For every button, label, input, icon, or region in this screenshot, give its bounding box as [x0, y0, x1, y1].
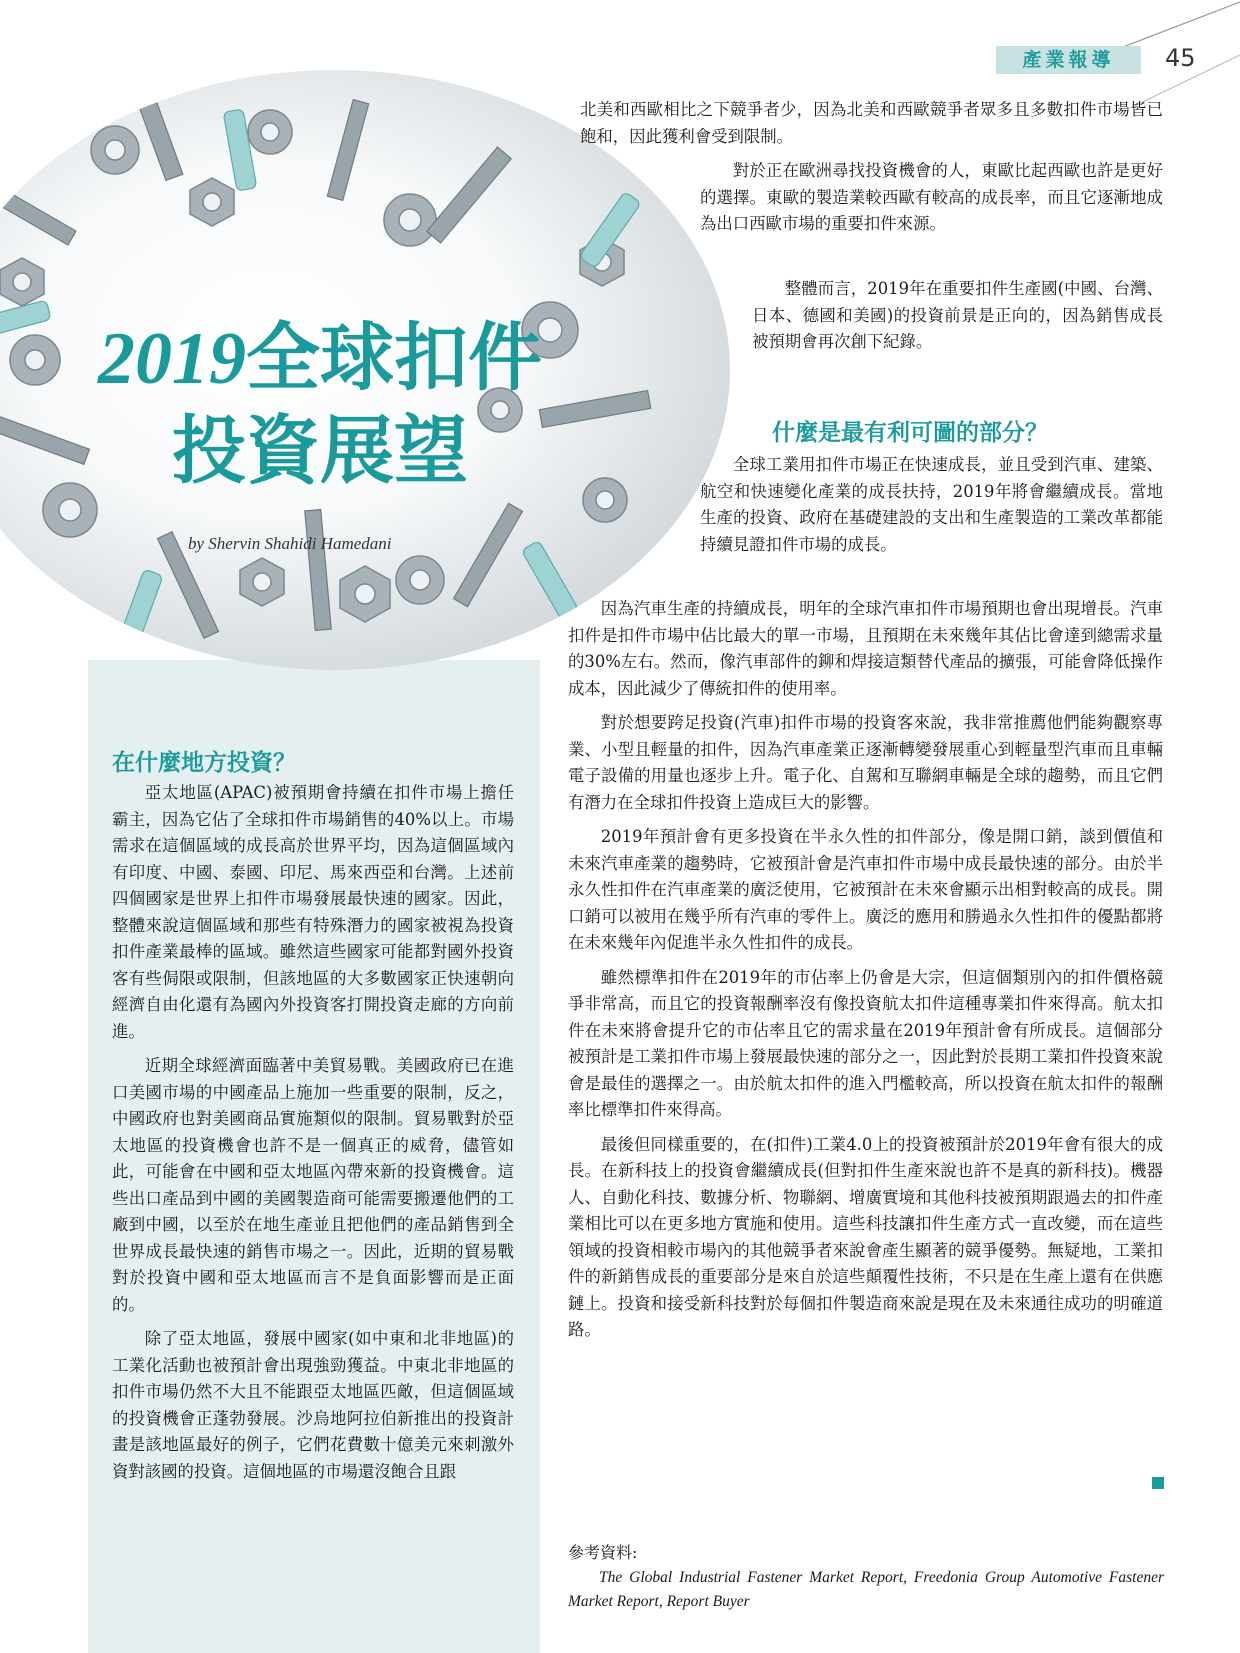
- title-line-2: 投資展望: [172, 408, 468, 494]
- section-tag: 產業報導: [996, 46, 1141, 74]
- heading-where: 在什麼地方投資？: [112, 749, 296, 776]
- right-paragraph-2: 對於正在歐洲尋找投資機會的人，東歐比起西歐也許是更好的選擇。東歐的製造業較西歐有較高的成長率，而且它逐漸地成為出口西歐市場的重要扣件來源。: [700, 161, 1163, 233]
- where-paragraph-2: 近期全球經濟面臨著中美貿易戰。美國政府已在進口美國市場的中國產品上施加一些重要的限制，反之，中國政府也對美國商品實施類似的限制。貿易戰對於亞太地區的投資機會也許不是一個真正的威脅，儘管如此，可能會在中國和亞太地區內帶來新的投資機會。這些出口產品到中國的美國製造商可能需要搬遷他們的工廠到中國，以至於在地生產並且把他們的產品銷售到全世界成長最快速的銷售市場之一。因此，近期的貿易戰對於投資中國和亞太地區而言不是負面影響而是正面的。: [112, 1056, 514, 1314]
- profit-paragraph-4: 2019年預計會有更多投資在半永久性的扣件部分，像是開口銷，談到價值和未來汽車產業的趨勢時，它被預計會是汽車扣件市場中成長最快速的部分。由於半永久性扣件在汽車產業的廣泛使用，它被預計在未來會顯示出相對較高的成長。開口銷可以被用在幾乎所有汽車的零件上。廣泛的應用和勝過永久性扣件的優點都將在未來幾年內促進半永久性扣件的成長。: [568, 827, 1163, 952]
- byline: by Shervin Shahidi Hamedani: [188, 534, 392, 553]
- profit-paragraph-2: 因為汽車生產的持續成長，明年的全球汽車扣件市場預期也會出現增長。汽車扣件是扣件市場中佔比最大的單一市場，且預期在未來幾年其佔比會達到總需求量的30%左右。然而，像汽車部件的鉚和焊接這類替代產品的擴張，可能會降低操作成本，因此減少了傳統扣件的使用率。: [568, 599, 1163, 698]
- references-title: 參考資料:: [568, 1543, 638, 1562]
- right-paragraph-3: 整體而言，2019年在重要扣件生產國(中國、台灣、日本、德國和美國)的投資前景是正向的，因為銷售成長被預期會再次創下紀錄。: [752, 279, 1163, 351]
- title-rest: 全球扣件: [246, 315, 542, 401]
- profit-paragraphs: [568, 596, 1163, 1352]
- title-year: 2019: [98, 318, 246, 400]
- heading-profit: 什麼是最有利可圖的部分？: [772, 419, 1048, 446]
- profit-paragraph-3: 對於想要跨足投資(汽車)扣件市場的投資客來說，我非常推薦他們能夠觀察專業、小型且輕量的扣件，因為汽車產業正逐漸轉變發展重心到輕量型汽車而且車輛電子設備的用量也逐步上升。電子化、自駕和互聯網車輛是全球的趨勢，而且它們有潛力在全球扣件投資上造成巨大的影響。: [568, 713, 1163, 812]
- right-paragraph-1: 北美和西歐相比之下競爭者少，因為北美和西歐競爭者眾多且多數扣件市場皆已飽和，因此獲利會受到限制。: [580, 100, 1163, 146]
- where-paragraph-3: 除了亞太地區，發展中國家(如中東和北非地區)的工業化活動也被預計會出現強勁獲益。中東北非地區的扣件市場仍然不大且不能跟亞太地區匹敵，但這個區域的投資機會正蓬勃發展。沙烏地阿拉伯新推出的投資計畫是該地區最好的例子，它們花費數十億美元來刺激外資對該國的投資。這個地區的市場還沒飽合且跟: [112, 1329, 514, 1481]
- where-paragraph-1: 亞太地區(APAC)被預期會持續在扣件市場上擔任霸主，因為它佔了全球扣件市場銷售的40%以上。市場需求在這個區域的成長高於世界平均，因為這個區域內有印度、中國、泰國、印尼、馬來西亞和台灣。上述前四個國家是世界上扣件市場發展最快速的國家。因此，整體來說這個區域和那些有特殊潛力的國家被視為投資扣件產業最棒的區域。雖然這些國家可能都對國外投資客有些侷限或限制，但該地區的大多數國家正快速朝向經濟自由化還有為國內外投資客打開投資走廊的方向前進。: [112, 783, 514, 1041]
- profit-paragraph-6: 最後但同樣重要的，在(扣件)工業4.0上的投資被預計於2019年會有很大的成長。在新科技上的投資會繼續成長(但對扣件生產來說也許不是真的新科技)。機器人、自動化科技、數據分析、物聯網、增廣實境和其他科技被預期跟過去的扣件產業相比可以在更多地方實施和使用。這些科技讓扣件生產方式一直改變，而在這些領域的投資相較市場內的其他競爭者來說會產生顯著的競爭優勢。無疑地，工業扣件的新銷售成長的重要部分是來自於這些顛覆性技術，不只是在生產上還有在供應鏈上。投資和接受新科技對於每個扣件製造商來說是現在及未來通往成功的明確道路。: [568, 1134, 1163, 1339]
- page-number: 45: [1165, 44, 1196, 72]
- profit-paragraph-1: 全球工業用扣件市場正在快速成長，並且受到汽車、建築、航空和快速變化產業的成長扶持，2019年將會繼續成長。當地生產的投資、政府在基礎建設的支出和生產製造的工業改革都能持續見證扣件市場的成長。: [700, 455, 1163, 554]
- profit-paragraph-5: 雖然標準扣件在2019年的市佔率上仍會是大宗，但這個類別內的扣件價格競爭非常高，而且它的投資報酬率沒有像投資航太扣件這種專業扣件來得高。航太扣件在未來將會提升它的市佔率且它的需求量在2019年預計會有所成長。這個部分被預計是工業扣件市場上發展最快速的部分之一，因此對於長期工業扣件投資來說會是最佳的選擇之一。由於航太扣件的進入門檻較高，所以投資在航太扣件的報酬率比標準扣件來得高。: [568, 967, 1163, 1119]
- where-paragraphs: [112, 780, 514, 1493]
- references-text: The Global Industrial Fastener Market Report, Freedonia Group Automotive Fastener Market Report, Report Buyer: [568, 1569, 1164, 1610]
- end-mark: [1152, 1477, 1164, 1489]
- article-title: [60, 312, 580, 497]
